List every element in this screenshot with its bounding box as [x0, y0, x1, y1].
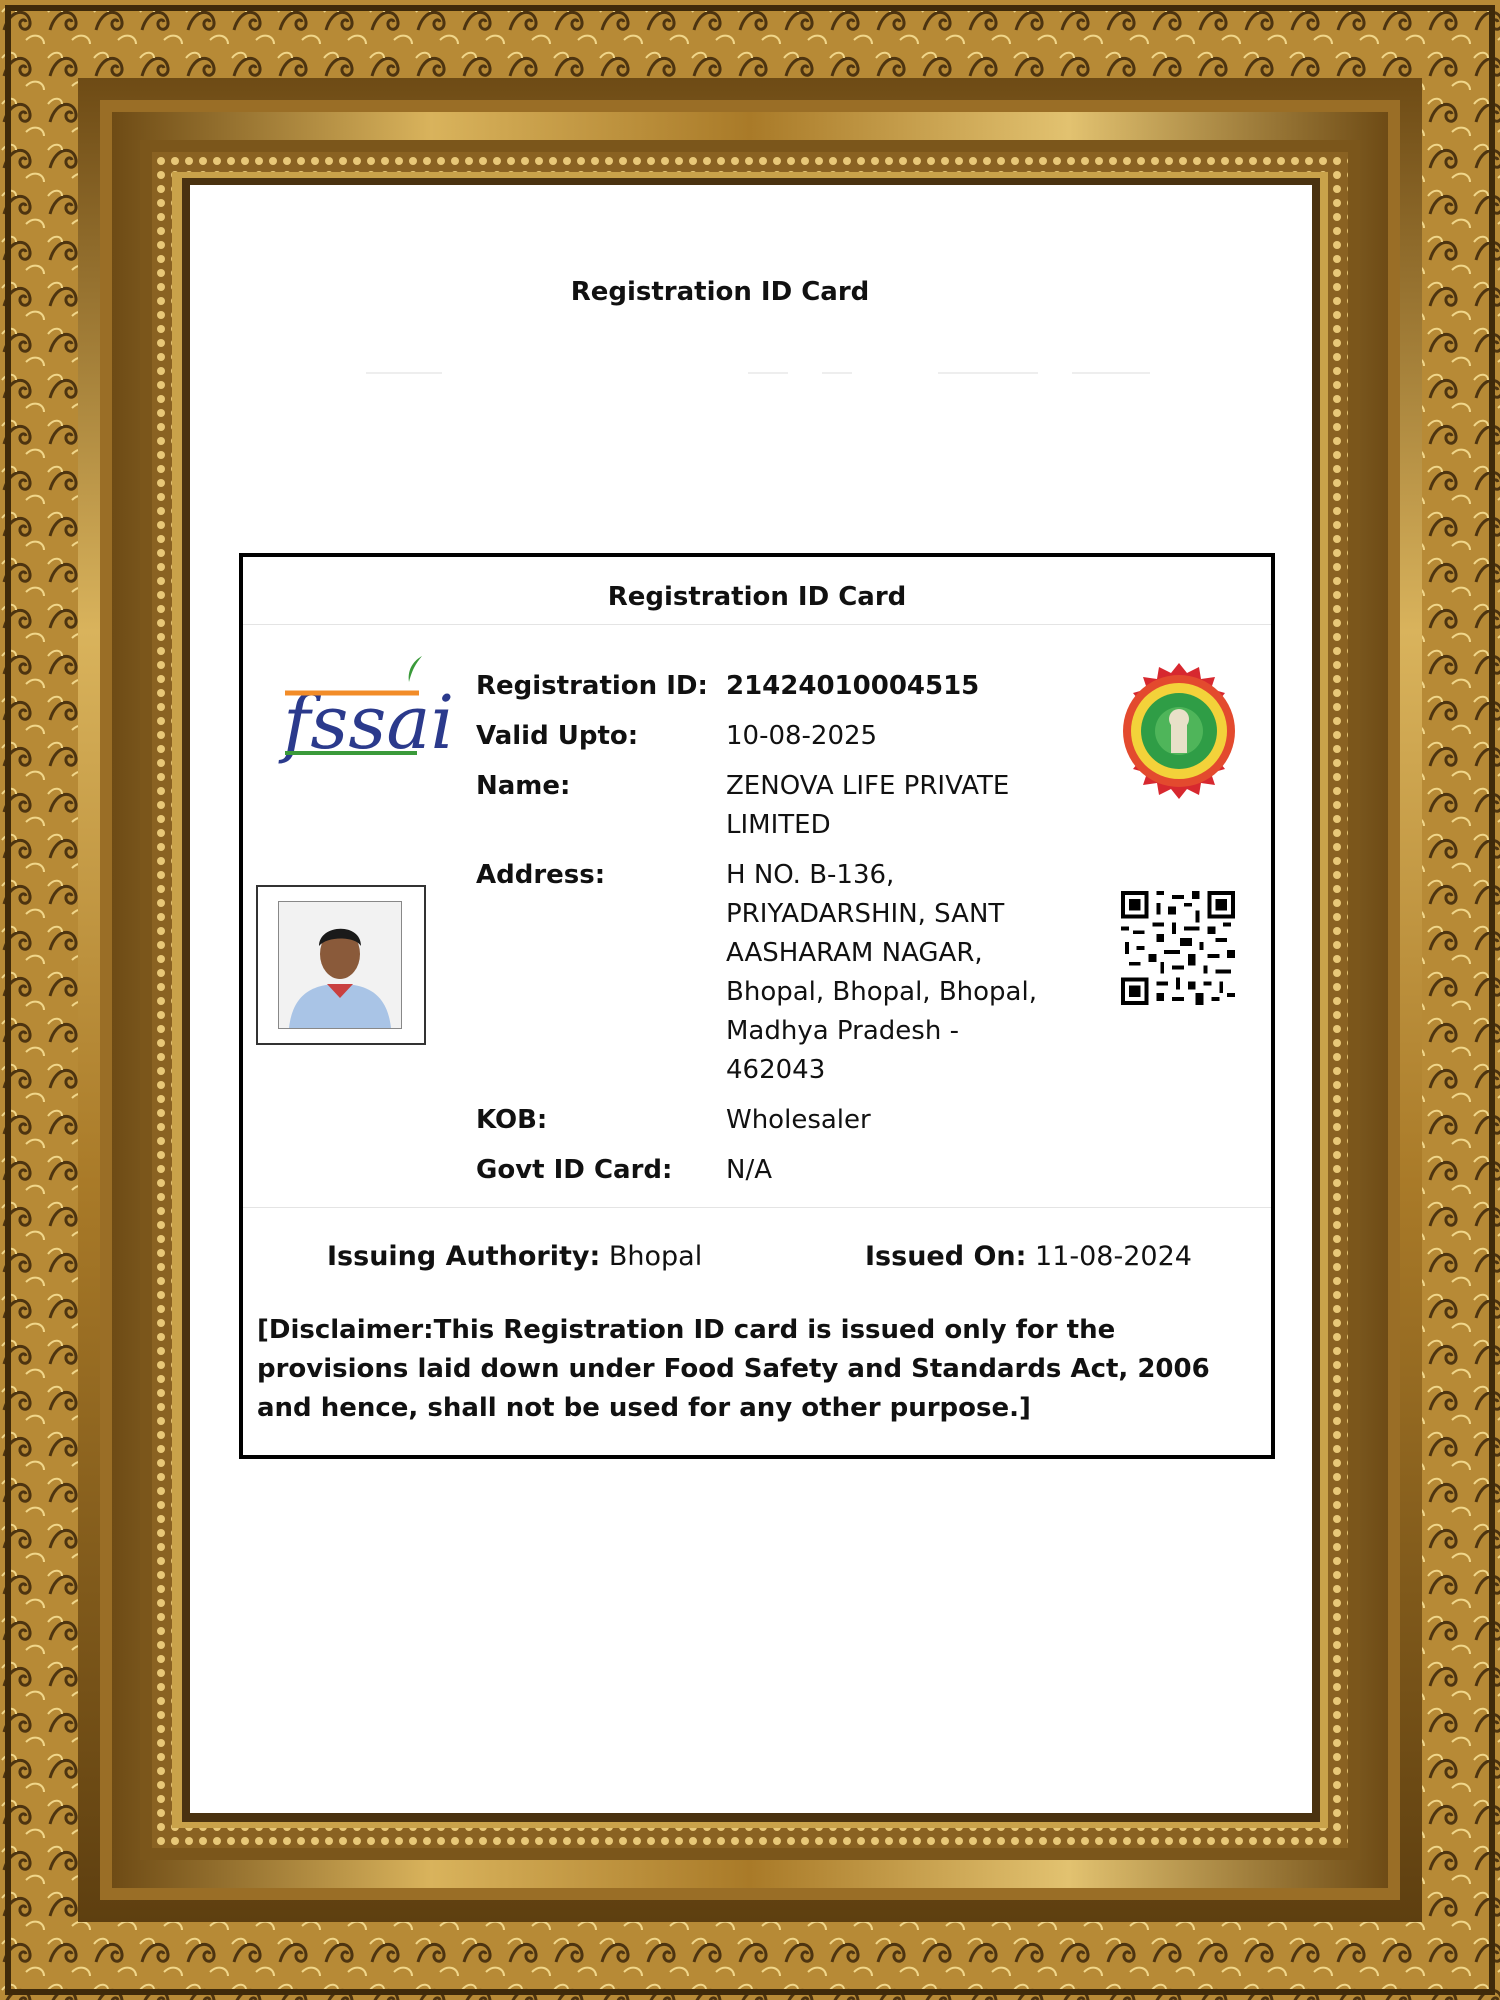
qr-graphic	[1121, 891, 1235, 1005]
field-govt-id	[476, 1151, 856, 1190]
state-emblem-icon	[1109, 661, 1249, 801]
faint-divider	[190, 372, 1312, 374]
card-title: Registration ID Card	[607, 582, 907, 612]
field-valid-upto	[476, 717, 878, 756]
disclaimer-text: [Disclaimer:This Registration ID card is issued only for the provisions laid down under Food Safety and Standards Act, 2006 and hence, shall not be used for any other purpose.]	[257, 1315, 1210, 1423]
field-address	[476, 856, 1037, 1090]
field-value: 21424010004515	[726, 671, 980, 701]
field-value: N/A	[726, 1155, 772, 1185]
fssai-logo-graphic	[277, 652, 455, 766]
field-value: 10-08-2025	[726, 721, 878, 751]
issued-on	[865, 1241, 1192, 1272]
qr-code-icon	[1121, 891, 1235, 1005]
issued-on-value: 11-08-2024	[1035, 1241, 1192, 1272]
field-name	[476, 767, 1010, 845]
field-kob	[476, 1101, 871, 1140]
field-registration-id	[476, 667, 980, 706]
registration-fields	[476, 667, 1037, 1201]
card-divider-bottom	[243, 1207, 1271, 1208]
issuing-authority	[327, 1241, 702, 1272]
field-label: Name:	[476, 771, 571, 801]
field-label: Valid Upto:	[476, 721, 639, 751]
field-value: H NO. B-136, PRIYADARSHIN, SANT AASHARAM NAGAR, Bhopal, Bhopal, Bhopal, Madhya Pradesh - 462043	[726, 860, 1037, 1085]
field-value: Wholesaler	[726, 1105, 871, 1135]
field-label: KOB:	[476, 1105, 548, 1135]
issued-on-label: Issued On:	[865, 1241, 1027, 1272]
certificate-paper	[190, 185, 1312, 1813]
issuing-authority-label: Issuing Authority:	[327, 1241, 601, 1272]
field-value: ZENOVA LIFE PRIVATE LIMITED	[726, 771, 1010, 840]
photo-portrait	[278, 901, 402, 1029]
field-label: Govt ID Card:	[476, 1155, 673, 1185]
page-title: Registration ID Card	[570, 277, 870, 307]
fssai-logo-text: fssai	[283, 680, 455, 766]
portrait-graphic	[279, 902, 401, 1028]
registration-card	[239, 553, 1275, 1459]
field-label: Registration ID:	[476, 671, 708, 701]
emblem-graphic	[1109, 661, 1249, 801]
fssai-logo-icon	[277, 652, 455, 766]
issuing-authority-value: Bhopal	[608, 1241, 703, 1272]
card-divider-top	[243, 624, 1271, 625]
applicant-photo	[256, 885, 426, 1045]
field-label: Address:	[476, 860, 606, 890]
